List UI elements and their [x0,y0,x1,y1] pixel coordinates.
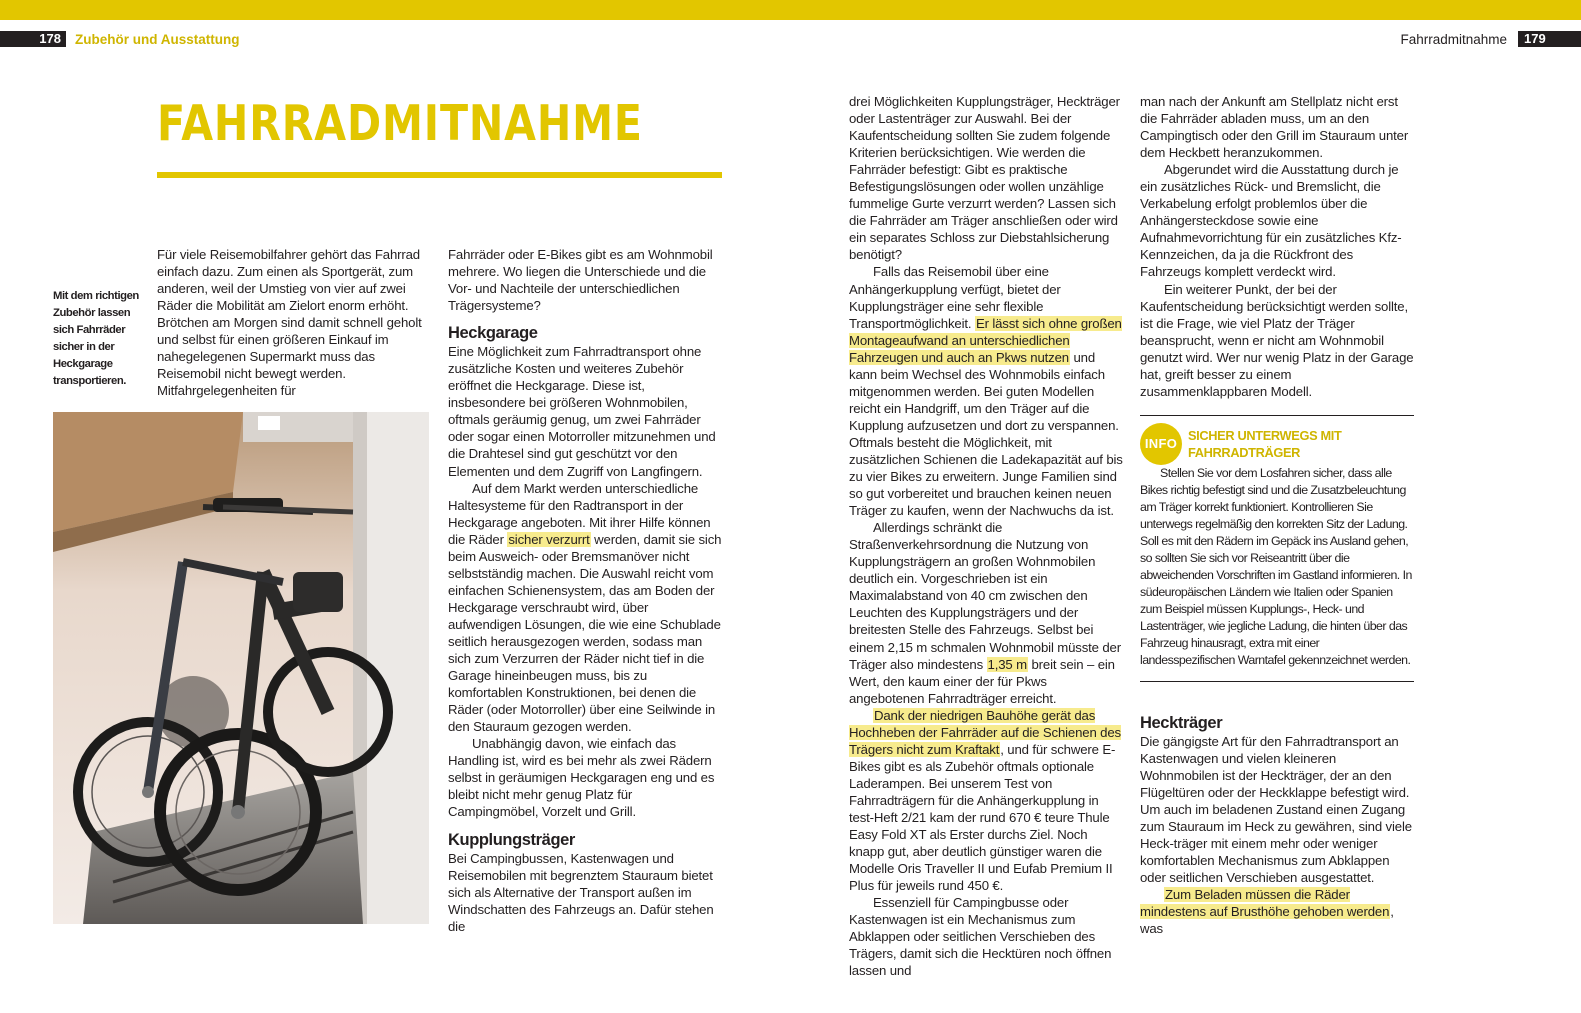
info-title: SICHER UNTERWEGS MIT FAHRRADTRÄGER [1188,427,1342,460]
paragraph: Abgerundet wird die Ausstattung durch je ein zusätzliches Rück- und Bremslicht, die Verkabelung erfolgt problemlos über die Anhängersteckdose sowie eine Aufnahmevorrichtung für ein zusätzliches Kfz-Kennzeichen, da ja die Rückfront des Fahrzeugs komplett verdeckt wird. [1140,162,1402,280]
right-page-header [1400,31,1581,47]
text-column-3 [849,93,1124,979]
paragraph: Fahrräder oder E-Bikes gibt es am Wohnmobil mehrere. Wo liegen die Unterschiede und die Vor- und Nachteile der unterschiedlichen Trägersysteme? [448,247,713,314]
text-run: und kann beim Wechsel des Wohnmobils einfach mitgenommen werden. Bei guten Modellen reicht ein Handgriff, um den Träger auf die Kupplung aufzusetzen und dort zu verspannen. Oftmals besteht die Möglichkeit, mit zusätzlichen Schienen die Ladekapazität auf bis zu vier Bikes zu erweitern. Junge Familien sind so gut vorbereitet und brauchen keinen neuen Träger zu kaufen, wenn der Nachwuchs da ist. [849,349,1123,519]
info-text: Stellen Sie vor dem Losfahren sicher, dass alle Bikes richtig befestigt sind und die Zusatzbeleuchtung am Träger korrekt funktioniert. Kontrollieren Sie unterwegs regelmäßig den korrekten Sitz der Ladung. Soll es mit den Rädern im Gepäck ins Ausland gehen, so sollten Sie sich vor Reiseantritt über die abweichenden Vorschriften im Gastland informieren. In südeuropäischen Ländern wie Italien oder Spanien zum Beispiel müssen Kupplungs-, Heck- und Lastenträger, wie jegliche Ladung, die hinten über das Fahrzeug hinausragt, extra mit einer landesspezifischen Warntafel gekennzeichnet werden. [1140,465,1412,667]
highlighted-text: 1,35 m [987,656,1027,672]
title-underline [157,172,722,178]
text-run: Falls das Reisemobil über eine Anhängerkupplung verfügt, bietet der Kupplungsträger eine sehr flexible Transportmöglichkeit. [849,264,1061,331]
text-run: breit sein – ein Wert, den kaum einer der für Pkws angebotenen Fahrradträger erreicht. [849,656,1115,706]
section-title: Zubehör und Ausstattung [75,31,240,47]
subheading-heckgarage: Heckgarage [448,324,538,343]
bikes-in-rear-garage-photo [53,412,429,924]
paragraph [849,519,1124,707]
paragraph: drei Möglichkeiten Kupplungsträger, Heckträger oder Lastenträger zur Auswahl. Bei der Kaufentscheidung sollten Sie zudem folgende Kriterien berücksichtigen. Wie werden die Fahrräder befestigt: Gibt es praktische Befestigungslösungen oder wollen unzählige fummelige Gurte verzurrt werden? Lassen sich die Fahrräder am Träger anschließen oder wird ein separates Schloss zur Diebstahlsicherung benötigt? [849,94,1120,263]
subheading-kupplungstraeger: Kupplungsträger [448,830,575,849]
paragraph: Bei Campingbussen, Kastenwagen und Reisemobilen mit begrenztem Stauraum bietet sich als Alternative der Transport außen im Windschatten des Fahrzeugs an. Dafür stehen die [448,850,714,934]
highlighted-text: Dank der niedrigen Bauhöhe gerät das Hochheben der Fahrräder auf die Schienen des Trägers nicht zum Kraftakt [849,707,1121,757]
paragraph: Die gängigste Art für den Fahrradtransport an Kastenwagen und vielen kleineren Wohnmobilen ist der Heckträger, der an den Flügeltüren oder der Heckklappe befestigt wird. Um auch im beladenen Zustand einen Zugang zum Stauraum im Heck zu gewähren, sind viele Heck-träger mit einem mehr oder weniger komfortablen Mechanismus zum Abklappen oder seitlichen Verschieben ausgestattet. [1140,733,1412,886]
highlighted-text: sicher verzurrt [508,531,590,547]
text-run: Allerdings schränkt die Straßenverkehrsordnung die Nutzung von Kupplungsträgern an großen Wohnmobilen deutlich ein. Vorgeschrieben ist ein Maximalabstand von 40 cm zwischen den Leuchten des Kupplungsträgers und der breitesten Stelle des Fahrzeugs. Selbst bei einem 2,15 m schmalen Wohnmobil müsste der Träger also mindestens [849,520,1121,672]
article-title: FAHRRADMITNAHME [157,95,643,152]
paragraph [1140,886,1414,937]
paragraph: Ein weiterer Punkt, der bei der Kaufentscheidung berücksichtigt werden sollte, ist die Frage, wie viel Platz der Träger beansprucht, wenn er nicht am Wohnmobil genutzt wird. Wer nur wenig Platz in der Garage hat, greift besser zu einem zusammenklappbaren Modell. [1140,281,1414,399]
left-page-header [0,31,239,47]
paragraph: Eine Möglichkeit zum Fahrradtransport ohne zusätzliche Kosten und weiteres Zubehör eröffnet die Heckgarage. Diese ist, insbesondere bei größeren Wohnmobilen, oftmals geräumig genug, um zwei Fahrräder oder sogar einen Motorroller mitzunehmen und die Drahtesel sind gut geschützt vor den Elementen und dem Zugriff von Langfingern. [448,344,716,479]
subheading-hecktraeger: Heckträger [1140,713,1223,732]
text-run: werden, damit sie sich beim Ausweich- oder Bremsmanöver nicht selbstständig machen. Die Auswahl reicht vom einfachen Schienensystem, das am Boden der Heckgarage verschraubt wird, über aufwendigen Lösungen, die wie eine Schublade seitlich herausgezogen werden, sodass man sich zum Verzurren der Räder nicht tief in die Garage hineinbeugen muss, bis zu komfortablen Konstruktionen, bei denen die Räder (oder Motorroller) über eine Seilwinde in den Stauraum gezogen werden. [448,531,722,735]
paragraph: Für viele Reisemobilfahrer gehört das Fahrrad einfach dazu. Zum einen als Sportgerät, zum anderen, weil der Umstieg von vier auf zwei Räder die Mobilität am Zielort enorm erhöht. Brötchen am Morgen sind damit schnell geholt und selbst für einen größeren Einkauf im nahegelegenen Supermarkt muss das Reisemobil nicht bewegt werden. Mitfahrgelegenheiten für [157,247,422,399]
chapter-title: Fahrradmitnahme [1400,31,1507,47]
info-box [1140,415,1414,682]
text-column-1 [157,246,435,399]
paragraph: Essenziell für Campingbusse oder Kastenwagen ist ein Mechanismus zum Abklappen oder seitlichen Verschieben des Trägers, damit sich die Hecktüren noch öffnen lassen und [849,895,1112,979]
left-page-number: 178 [0,31,66,47]
highlighted-text: Zum Beladen müssen die Räder mindestens auf Brusthöhe gehoben werden [1140,887,1390,920]
text-run: Auf dem Markt werden unterschiedliche Haltesysteme für den Radtransport in der Heckgarage angeboten. Mit ihrer Hilfe können die Räder [448,480,711,547]
photo-caption: Mit dem richtigen Zubehör lassen sich Fahrräder sicher in der Heckgarage transportieren. [53,290,139,387]
paragraph [448,480,724,736]
right-page-number: 179 [1518,31,1581,47]
paragraph [849,263,1124,519]
photo-illustration [53,412,429,924]
paragraph: man nach der Ankunft am Stellplatz nicht erst die Fahrräder abladen muss, um an den Campingtisch oder den Grill im Stauraum unter dem Heckbett heranzukommen. [1140,94,1409,161]
top-color-bar [0,0,1581,20]
text-run: , und für schwere E-Bikes gibt es als Zubehör oftmals optionale Laderampen. Bei unserem Test von Fahrradträgern für die Anhängerkupplung in test-Heft 2/21 kam der rund 670 € teure Thule Easy Fold XT als Erster durchs Ziel. Noch knapp gut, aber deutlich günstiger waren die Modelle Oris Traveller II und Eufab Premium II Plus für jeweils rund 450 €. [849,741,1116,894]
paragraph: Unabhängig davon, wie einfach das Handling ist, wird es bei mehr als zwei Rädern selbst in geräumigen Heckgaragen eng und es bleibt nicht mehr genug Platz für Campingmöbel, Vorzelt und Grill. [448,736,715,820]
info-header [1140,423,1414,465]
paragraph [849,707,1124,895]
highlighted-text: Er lässt sich ohne großen Montageaufwand an unterschiedlichen Fahrzeugen und auch an Pkws nutzen [849,315,1122,365]
text-column-4 [1140,93,1414,937]
text-run: , was [1140,904,1394,937]
info-badge-icon: INFO [1140,423,1182,465]
text-column-2 [448,246,724,935]
